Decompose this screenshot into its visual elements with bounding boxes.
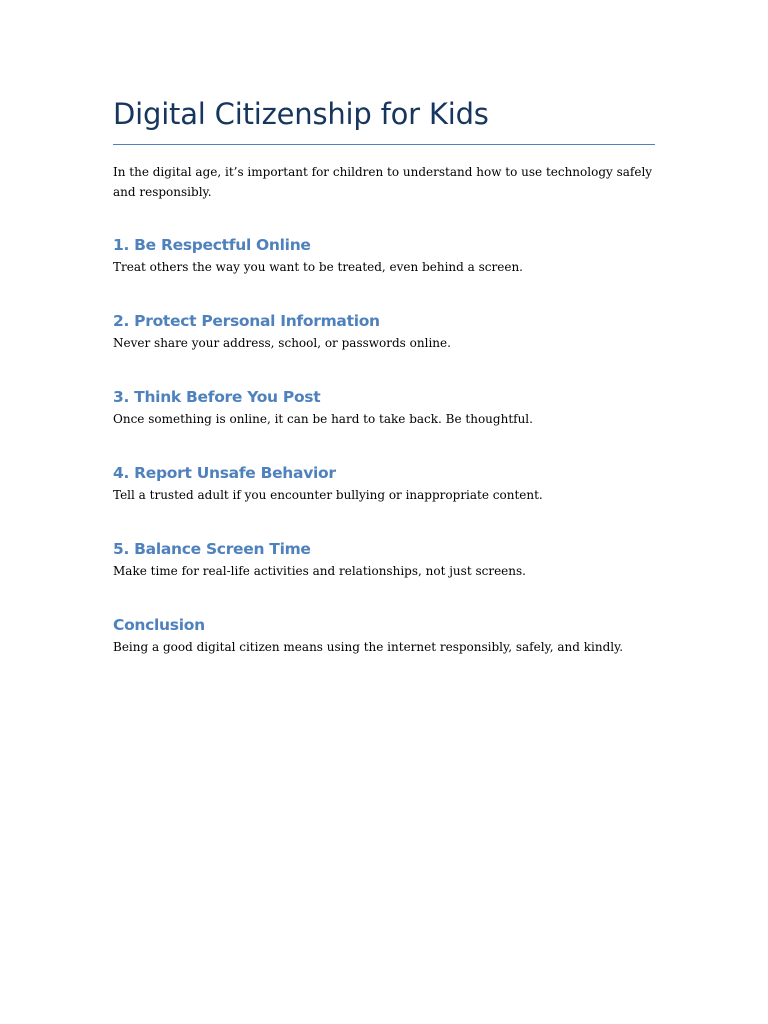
section-balance-screen-time xyxy=(113,538,655,581)
section-heading: 4. Report Unsafe Behavior xyxy=(113,464,336,482)
section-report-unsafe xyxy=(113,462,655,505)
section-heading: 1. Be Respectful Online xyxy=(113,236,311,254)
document-title: Digital Citizenship for Kids xyxy=(113,92,655,145)
section-protect-information xyxy=(113,310,655,353)
section-body: Never share your address, school, or passwords online. xyxy=(113,336,451,350)
document-content xyxy=(113,92,655,657)
section-heading: Conclusion xyxy=(113,616,205,634)
section-heading: 5. Balance Screen Time xyxy=(113,540,311,558)
section-body: Treat others the way you want to be treated, even behind a screen. xyxy=(113,260,523,274)
section-conclusion xyxy=(113,614,655,657)
section-heading: 2. Protect Personal Information xyxy=(113,312,380,330)
section-body: Once something is online, it can be hard to take back. Be thoughtful. xyxy=(113,412,533,426)
section-think-before-post xyxy=(113,386,655,429)
section-body: Tell a trusted adult if you encounter bullying or inappropriate content. xyxy=(113,488,543,502)
intro-paragraph: In the digital age, it’s important for children to understand how to use technology safely and responsibly. xyxy=(113,165,653,199)
section-body: Make time for real-life activities and relationships, not just screens. xyxy=(113,564,526,578)
section-heading: 3. Think Before You Post xyxy=(113,388,321,406)
section-body: Being a good digital citizen means using the internet responsibly, safely, and kindly. xyxy=(113,640,624,654)
section-be-respectful xyxy=(113,234,655,277)
